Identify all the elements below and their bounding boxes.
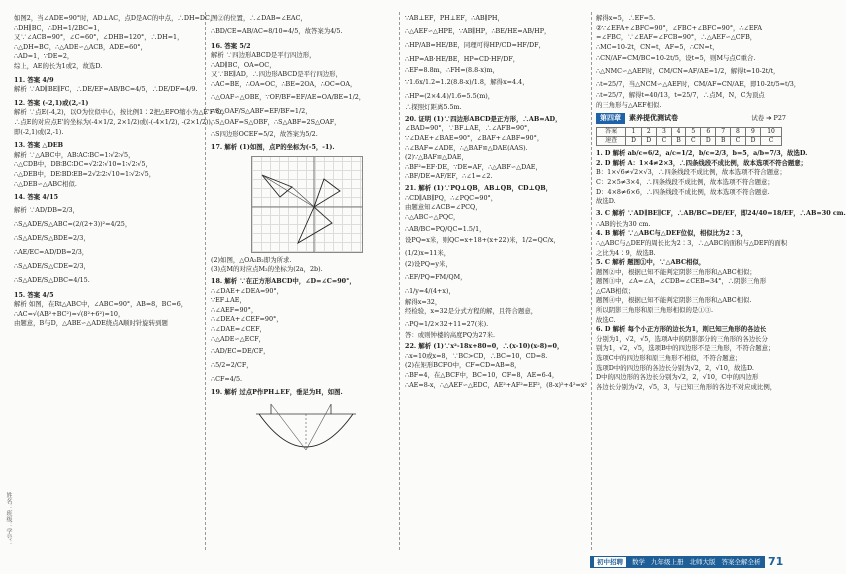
- answer-heading: 3. C 解析 ∵AD∥BE∥CF，∴AB/BC=DE/EF，即24/40=18/EF，∴AB=30 cm.: [596, 208, 846, 217]
- table-cell: 10: [761, 128, 782, 137]
- text-line: (2)在矩形BCFO中，CF=CD=AB=8，: [405, 361, 521, 370]
- text-line: ∴△DEB中，DE∶BD∶EB=2√2∶2∶√10=1∶√2∶√5，: [14, 169, 156, 178]
- text-line: △CAB相似；: [596, 286, 635, 295]
- text-line: 又∵∠ACB=90°，∠C=60°，∠DHB=120°，∴DH=1，: [14, 33, 184, 42]
- table-cell: 7: [716, 128, 731, 137]
- text-line: (2)设PQ=y米，: [405, 259, 452, 268]
- table-cell: 答案: [597, 128, 626, 137]
- text-line: 由题意知∠ACB=∠PCQ，: [405, 203, 482, 212]
- text-line: 图②的位置，∴∠DAB=∠EAC，: [211, 14, 307, 22]
- footer-grade: 九年级上册: [651, 558, 684, 566]
- text-line: 综上，AE的长为1或2，故选D.: [14, 61, 103, 70]
- text-line: ②∵∠EFA+∠BFC=90°，∠FBC+∠BFC=90°，∴∠EFA: [596, 23, 762, 32]
- table-cell: B: [671, 137, 686, 146]
- text-line: ∴BD/CE=AB/AC=8/10=4/5，故答案为4/5.: [211, 26, 343, 35]
- table-cell: 2: [641, 128, 656, 137]
- text-line: ∴探照灯距离5.5m.: [405, 103, 462, 112]
- text-line: ∴AB的长为30 cm.: [596, 219, 651, 228]
- table-cell: 1: [626, 128, 641, 137]
- text-line: ∴S△ADE/S△ABC=(2/(2+3))²=4/25，: [14, 219, 132, 228]
- text-line: ∴AB/BC=PQ/QC=1.5/1，: [405, 225, 486, 234]
- column-4: [596, 14, 846, 392]
- table-cell: B: [716, 137, 731, 146]
- text-line: ∴S△ADE/S△CDE=2/3，: [14, 261, 90, 270]
- text-line: 解析 ∵点E(-4,2)，以O为位似中心，按比例1∶2把△EFO缩小为△E'F'O，: [14, 108, 228, 117]
- text-line: 解析 如图，在Rt△ABC中，∠ABC=90°，AB=8，BC=6，: [14, 300, 188, 309]
- text-line: 故选D.: [596, 197, 616, 206]
- answer-heading: 18. 解析 ∵在正方形ABCD中，∠D=∠C=90°，: [211, 276, 356, 285]
- table-cell: C: [686, 137, 701, 146]
- answer-heading: 22. 解析 (1)∵x²-18x+80=0，∴(x-10)(x-8)=0，: [405, 342, 564, 351]
- text-line: ∴PQ=1/2×32+11=27(米).: [405, 319, 489, 328]
- answer-heading: 1. D 解析 ab/c=6/2，a/c=1/2，b/c=2/3，b=5，a/b=7/3，故选D.: [596, 149, 808, 158]
- footer-edition: 北师大版: [689, 558, 716, 566]
- text-line: ∴∠DAE+∠DEA=90°，: [211, 286, 284, 295]
- text-line: D：4×8≠6×6，∴四条线段不成比例，故本选项不符合题意.: [596, 187, 770, 196]
- column-3: [405, 14, 588, 390]
- text-line: B：1×√6≠√2×√3，∴四条线段不成比例，故本选项不符合题意；: [596, 168, 786, 177]
- text-line: ∴5/2=2/CF，: [211, 361, 253, 370]
- text-line: ∴△ABC∽△PQC，: [405, 212, 460, 221]
- text-line: ∴HP/AB=HE/BE，同理可得HP/CD=HF/DF，: [405, 40, 545, 49]
- table-cell: D: [641, 137, 656, 146]
- text-line: ∴AC=√(AB²+BC²)=√(8²+6²)=10，: [14, 309, 125, 318]
- text-line: (3)点M的对应点M₂的坐标为(2a，2b).: [211, 265, 323, 274]
- text-line: ∴S△ADE/S△DBC=4/15.: [14, 275, 90, 284]
- text-line: ∴△AEF∽△HPE，∵AB∥HP，∴BE/HE=AB/HP，: [405, 26, 551, 35]
- text-line: ∴△DH=BC，∴△ADE∽△ACB，ADE=60°，: [14, 42, 147, 51]
- text-line: ∵1.6x/1.2=1.2(8.8-x)/1.8，解得x=4.4，: [405, 78, 529, 87]
- text-line: 别为1，√2，√5，选项B中的四边形不是三角形，不符合题意；: [596, 344, 775, 353]
- text-line: 答：或则钟楼的高度PQ为27米.: [405, 330, 495, 339]
- answer-heading: 2. D 解析 A：1×4≠2×3，∴四条线段不成比例，故本选项不符合题意；: [596, 158, 808, 167]
- footer-subject: 数学: [632, 558, 645, 566]
- table-row: [597, 128, 782, 137]
- text-line: ∴t=25/7，解得t=40/13，t=25/7，∴点M，N，C为顶点: [596, 91, 765, 100]
- text-line: 之比为4∶9，故选B.: [596, 248, 656, 257]
- text-line: ∴S△OAF/S△ABF=EF/BF=1/2，: [211, 106, 312, 115]
- text-line: ∴S△OAF=S△OBF，∴S△ABF=2S△OAF，: [211, 117, 341, 126]
- chapter-badge: 第四章: [596, 113, 625, 125]
- text-line: ∴BF²=EF·DE，∵DE=AF，∴△ABF∽△DAE，: [405, 162, 542, 171]
- text-line: ∴AE/EC=AD/DB=2/3，: [14, 247, 89, 256]
- text-line: ∴t=25/7，当△NCM∽△AEF时，CM/AF=CN/AE，即10-2t/5=t/3，: [596, 80, 801, 89]
- text-line: ∴点E的对应点E'的坐标为(-4×1/2, 2×1/2)或(-(-4×1/2), -(2×1/2))，: [14, 117, 218, 126]
- text-line: ∴∠BAF=∠ADE，∴△BAF≌△DAE(AAS).: [405, 143, 528, 152]
- answer-heading: 6. D 解析 每个小正方形的边长为1，则已知三角形的各边长: [596, 325, 767, 334]
- answer-heading: 17. 解析 (1)如图，点P的坐标为(-5，-1).: [211, 143, 335, 152]
- text-line: ∵∠DAE+∠BAE=90°，∠BAF+∠ABF=90°，: [405, 133, 544, 142]
- triangle-figure-svg: [252, 157, 362, 252]
- text-line: ∴AD=1，∵DE=2，: [14, 52, 74, 61]
- text-line: C：2×5≠3×4，∴四条线段不成比例，故本选项不符合题意；: [596, 177, 774, 186]
- table-cell: D: [626, 137, 641, 146]
- text-line: (1/2)x=11米，: [405, 248, 451, 257]
- column-divider: [399, 12, 400, 550]
- table-cell: C: [730, 137, 745, 146]
- text-line: D中的四边形的各边长分别为√2，2，√10，C中的四边形: [596, 373, 759, 382]
- text-line: 设PQ=x米，则QC=x+18+(x+22)米，1/2=QC/x，: [405, 236, 560, 245]
- text-line: ∵AB⊥EF，PH⊥EF，∴AB∥PH，: [405, 14, 504, 22]
- answer-heading: 14. 答案 4/15: [14, 193, 59, 202]
- chapter-page-ref: 试卷 ➔ P27: [751, 113, 786, 122]
- text-line: 经检验，x=32是分式方程的解，且符合题意，: [405, 307, 538, 316]
- text-line: (2)∵△BAF≌△DAE，: [405, 153, 468, 162]
- text-line: 解得x=5，∴EF=5.: [596, 14, 656, 22]
- text-line: 解析 ∵AD/DB=2/3，: [14, 205, 79, 214]
- answer-heading: 19. 解析 过点P作PH⊥EF，垂足为H，如图.: [211, 388, 343, 397]
- text-line: ∠BAD=90°，∵BF⊥AE，∴∠AFB=90°，: [405, 124, 534, 133]
- column-2: [211, 14, 396, 461]
- answer-heading: 21. 解析 (1)∵PQ⊥QB，AB⊥QB，CD⊥QB，: [405, 183, 553, 192]
- text-line: 又∵BE∥AD，∴四边形ABCD是平行四边形，: [211, 70, 342, 79]
- text-line: 选项D中的四边形的各边长分别为√2，2，√10，故选D.: [596, 363, 754, 372]
- table-cell: 8: [730, 128, 745, 137]
- text-line: 所以阴影三角形和原三角形相似的是①③.: [596, 306, 714, 315]
- text-line: 即(-2,1)或(2,-1).: [14, 127, 64, 136]
- table-cell: 4: [671, 128, 686, 137]
- text-line: ∴EF=8.8m，∴FH=(8.8-x)m，: [405, 65, 499, 74]
- text-line: 如图2，当∠ADE=90°时，AD⊥AC，点D是AC的中点，∴DH=DC，: [14, 14, 217, 22]
- page-footer: [0, 552, 800, 574]
- text-line: ∴CD∥AB∥PQ，∴∠PQC=90°，: [405, 193, 498, 202]
- text-line: ∴△CDB中，DB∶BC∶DC=√2∶2∶√10=1∶√2∶√5，: [14, 160, 152, 169]
- text-line: 题图③中，∠A=∠A，∠CDB=∠CEB=34°，∴阴影三角形: [596, 277, 767, 286]
- text-line: 题图②中，根据已知不能判定阴影三角形和△ABC相似；: [596, 267, 756, 276]
- table-row: [597, 137, 782, 146]
- answer-heading: 16. 答案 5/2: [211, 41, 251, 50]
- text-line: 解析 ∵△ABC中，AB∶AC∶BC=1∶√2∶√5，: [14, 150, 135, 159]
- answer-heading: 12. 答案 (-2,1)或(2,-1): [14, 98, 89, 107]
- page-number: 71: [768, 555, 784, 568]
- text-line: ∴△ADE∽△ECF，: [211, 334, 266, 343]
- text-line: ∴x=10或x=8，∵BC>CD，∴BC=10，CD=8.: [405, 351, 548, 360]
- answer-quick-table: [596, 127, 782, 146]
- answer-heading: 11. 答案 4/9: [14, 75, 54, 84]
- text-line: ∴AC=BE，∴OA=OC，∴BE=2OA，∴OC=OA，: [211, 79, 357, 88]
- text-line: ∴EF/PQ=FM/QM，: [405, 272, 467, 281]
- text-line: ∴∠DEA+∠CEF=90°，: [211, 315, 283, 324]
- text-line: (2)如图，△OA₂B₂即为所求.: [211, 255, 292, 264]
- text-line: ∴AE=8-x，∴△AEF∽△EDC，AE²+AF²=EF²，(8-x)²+4²=x²: [405, 380, 588, 389]
- text-line: ∴△DEB∽△ABC相似.: [14, 179, 77, 188]
- text-line: ∴∠DAE=∠CEF，: [211, 324, 266, 333]
- parabola-figure-svg: [251, 400, 361, 456]
- text-line: 选项C中的四边形和原三角形不相似，不符合题意；: [596, 354, 742, 363]
- text-line: ∴MC=10-2t，CN=t，AF=5，∴CN=t，: [596, 42, 719, 51]
- footer-brand: 初中招聘: [594, 557, 626, 567]
- text-line: ∴S四边形OCEF=5/2，故答案为5/2.: [211, 130, 318, 139]
- text-line: ∴∠AEF=90°，: [211, 305, 258, 314]
- text-line: ∴BF/DE=AF/EF，∴∠1=∠2.: [405, 172, 493, 181]
- answer-heading: 5. C 解析 题图①中，∵△ABC相似，: [596, 258, 706, 267]
- text-line: 的三角形与△AEF相似.: [596, 100, 662, 109]
- answer-heading: 15. 答案 4/5: [14, 290, 54, 299]
- text-line: 题图④中，根据已知不能判定阴影三角形和△ABC相似.: [596, 296, 752, 305]
- table-cell: D: [745, 137, 760, 146]
- text-line: 由题意，B与D，△ABE∽△ADE绕点A顺时针旋转到题: [14, 319, 168, 328]
- answer-heading: 4. B 解析 ∵△ABC与△DEF位似，相似比为2∶3，: [596, 229, 748, 238]
- table-cell: C: [761, 137, 782, 146]
- table-cell: 6: [701, 128, 716, 137]
- answer-heading: 13. 答案 △DEB: [14, 141, 64, 150]
- table-cell: 5: [686, 128, 701, 137]
- text-line: =∠FBC，∵∠EAF=∠FCB=90°，∴△AEF∽△CFB，: [596, 33, 757, 42]
- text-line: ∵EF⊥AE，: [211, 296, 246, 305]
- side-label: 姓名：班级：学号：: [5, 492, 12, 546]
- column-divider: [591, 12, 592, 550]
- text-line: ∴HP=(2×4.4)/1.6=5.5(m)，: [405, 92, 495, 101]
- text-line: ∴AD/EC=DE/CF，: [211, 347, 270, 356]
- text-line: 各边长分别为√2，√5，3，与已知三角形的各边不对应成比例，: [596, 382, 777, 391]
- text-line: 故选C.: [596, 315, 616, 324]
- table-cell: 速查: [597, 137, 626, 146]
- answer-heading: 20. 证明 (1)∵四边形ABCD是正方形，∴AB=AD，: [405, 114, 562, 123]
- text-line: ∴HP=AB·HE/BE，HP=CD·HF/DF，: [405, 54, 520, 63]
- text-line: ∴△OAF∽△OBE，∵OF/BF=EF/AE=OA/BE=1/2，: [211, 92, 366, 101]
- footer-bar: [590, 556, 765, 568]
- text-line: ∴DH∥BC，∴DH=1/2BC=1，: [14, 23, 104, 32]
- text-line: ∴S△ADE/S△BDE=2/3，: [14, 233, 90, 242]
- text-line: 解得x=32，: [405, 297, 442, 306]
- text-line: ∴1/y=4/(4+x)，: [405, 286, 455, 295]
- text-line: ∴△ABC与△DEF的周长比为2∶3，∴△ABC的面积与△DEF的面积: [596, 238, 788, 247]
- footer-section: 答案全解全析: [721, 558, 761, 566]
- table-cell: D: [701, 137, 716, 146]
- text-line: ∴CN/AF=CM/BC=10-2t/5，设t=5，则M与点C重合.: [596, 54, 756, 63]
- column-1: [14, 14, 228, 329]
- text-line: ∴CF=4/5.: [211, 375, 243, 384]
- text-line: ∴BF=4，在△BCF中，BC=10，CF=8，AE=6-4，: [405, 371, 559, 380]
- table-cell: 3: [656, 128, 671, 137]
- table-cell: C: [656, 137, 671, 146]
- text-line: 分别为1，√2，√5，选项A中的阴影部分的三角形的各边长分: [596, 334, 768, 343]
- chapter-title: 素养提优测试卷: [629, 113, 678, 122]
- chapter-header: [596, 113, 786, 125]
- table-cell: 9: [745, 128, 760, 137]
- text-line: ∴AD∥BC，OA=OC，: [211, 60, 276, 69]
- text-line: ∴△NMC∽△AEF时，CM/CN=AF/AE=1/2，解得t=10-2t/t，: [596, 67, 780, 76]
- text-line: 解析 ∵AD∥BE∥FC，∴DE/EF=AB/BC=4/5，∴DE/DF=4/9.: [14, 85, 198, 94]
- column-divider: [205, 12, 206, 550]
- coordinate-grid-figure: [251, 156, 363, 253]
- text-line: 解析 ∵四边形ABCD是平行四边形，: [211, 51, 316, 60]
